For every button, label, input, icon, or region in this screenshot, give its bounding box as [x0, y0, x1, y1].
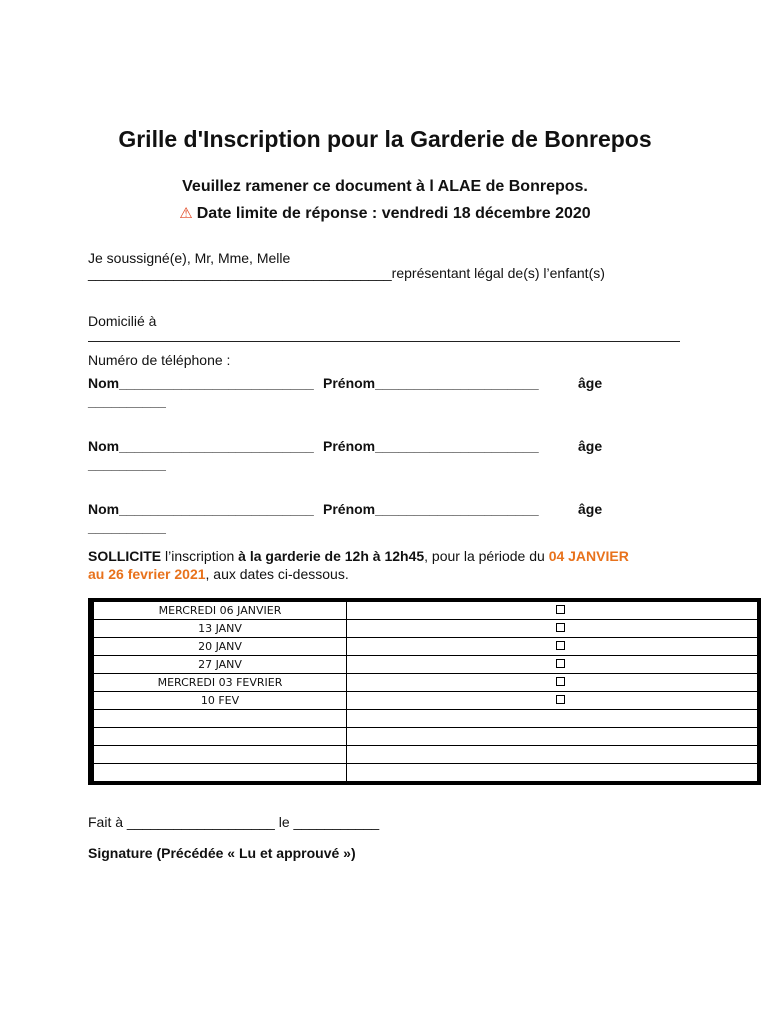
period-end: au 26 fevrier 2021: [88, 566, 206, 582]
date-row: [91, 692, 759, 710]
date-check-cell: [347, 620, 760, 638]
checkbox-icon[interactable]: [556, 641, 565, 650]
subtitle: Veuillez ramener ce document à l ALAE de Bonrepos.: [182, 178, 588, 195]
date-label: MERCREDI 03 FEVRIER: [91, 674, 347, 692]
date-label: [91, 746, 347, 764]
representant-label: représentant légal de(s) l’enfant(s): [391, 265, 605, 281]
date-row: [91, 746, 759, 764]
date-label: 20 JANV: [91, 638, 347, 656]
date-row: [91, 600, 759, 620]
date-check-cell: [347, 600, 760, 620]
date-check-cell: [347, 710, 760, 728]
date-row: [91, 620, 759, 638]
date-row: [91, 728, 759, 746]
child-2-age: âge: [578, 438, 603, 454]
child-1-prenom[interactable]: Prénom_____________________: [323, 375, 539, 391]
date-check-cell: [347, 746, 760, 764]
date-check-cell: [347, 638, 760, 656]
date-row: [91, 674, 759, 692]
request-text-2: , pour la période du: [424, 548, 549, 564]
soussigne-label: Je soussigné(e), Mr, Mme, Melle: [88, 250, 291, 266]
child-3-age-blank[interactable]: __________: [88, 519, 166, 535]
child-1-age: âge: [578, 375, 603, 391]
child-3-prenom[interactable]: Prénom_____________________: [323, 501, 539, 517]
checkbox-icon[interactable]: [556, 623, 565, 632]
date-row: [91, 764, 759, 784]
child-3-nom[interactable]: Nom_________________________: [88, 501, 314, 517]
date-check-cell: [347, 656, 760, 674]
sollicite-word: SOLLICITE: [88, 548, 162, 564]
representant-blank[interactable]: _______________________________________: [88, 265, 392, 281]
telephone-label: Numéro de téléphone :: [88, 352, 231, 368]
period-start: 04 JANVIER: [548, 548, 629, 564]
child-2-age-blank[interactable]: __________: [88, 456, 166, 472]
domicile-label: Domicilié à: [88, 313, 157, 329]
checkbox-icon[interactable]: [556, 695, 565, 704]
date-label: 10 FEV: [91, 692, 347, 710]
date-check-cell: [347, 692, 760, 710]
request-text-3: , aux dates ci-dessous.: [205, 566, 349, 582]
date-check-cell: [347, 764, 760, 784]
request-text-1: l’inscription: [161, 548, 239, 564]
date-label: [91, 710, 347, 728]
deadline: [0, 204, 770, 223]
request-line-2: [88, 566, 349, 582]
signature-label: Signature (Précédée « Lu et approuvé »): [88, 845, 356, 861]
date-check-cell: [347, 674, 760, 692]
request-line-1: [88, 548, 629, 564]
checkbox-icon[interactable]: [556, 677, 565, 686]
date-row: [91, 638, 759, 656]
date-label: MERCREDI 06 JANVIER: [91, 600, 347, 620]
dates-table: [88, 598, 761, 785]
date-label: [91, 728, 347, 746]
deadline-text: Date limite de réponse : vendredi 18 décembre 2020: [196, 205, 591, 222]
date-check-cell: [347, 728, 760, 746]
checkbox-icon[interactable]: [556, 659, 565, 668]
representant-line: [88, 265, 605, 281]
date-row: [91, 710, 759, 728]
domicile-blank[interactable]: [88, 341, 680, 342]
date-row: [91, 656, 759, 674]
date-label: 27 JANV: [91, 656, 347, 674]
child-1-nom[interactable]: Nom_________________________: [88, 375, 314, 391]
child-2-prenom[interactable]: Prénom_____________________: [323, 438, 539, 454]
page-title: Grille d'Inscription pour la Garderie de Bonrepos: [118, 126, 652, 152]
child-2-nom[interactable]: Nom_________________________: [88, 438, 314, 454]
fait-line[interactable]: Fait à ___________________ le ___________: [88, 814, 380, 830]
child-3-age: âge: [578, 501, 603, 517]
request-bold: à la garderie de 12h à 12h45: [238, 548, 425, 564]
child-1-age-blank[interactable]: __________: [88, 393, 166, 409]
date-label: [91, 764, 347, 784]
checkbox-icon[interactable]: [556, 605, 565, 614]
warning-icon: ⚠: [179, 205, 193, 222]
date-label: 13 JANV: [91, 620, 347, 638]
